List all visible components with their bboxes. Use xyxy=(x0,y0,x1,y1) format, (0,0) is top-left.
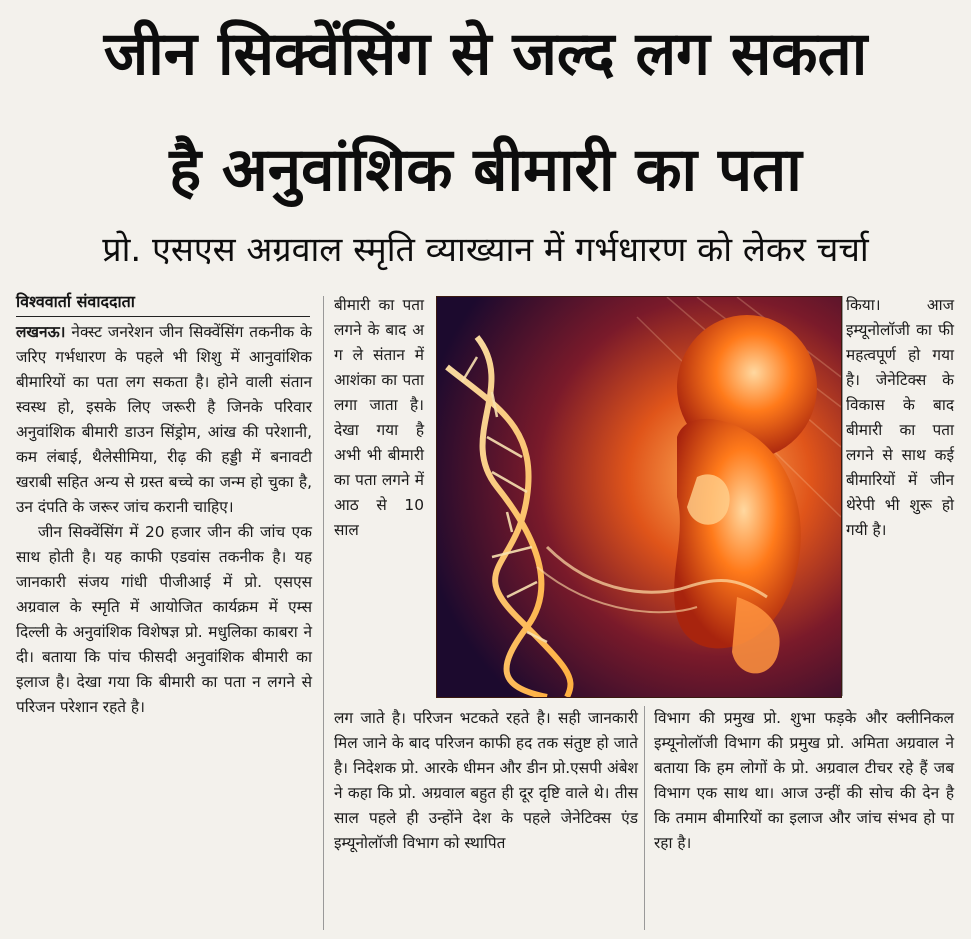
sub-headline: प्रो. एसएस अग्रवाल स्मृति व्याख्यान में गर्भधारण को लेकर चर्चा xyxy=(102,230,869,270)
article-column-5: विभाग की प्रमुख प्रो. शुभा फड़के और क्लीनिकल इम्यूनोलॉजी विभाग की प्रमुख प्रो. अमिता अग्रवाल ने बताया कि हम लोगों के प्रो. अग्रवाल टीचर रहे हैं जब विभाग एक साथ था। आज उन्हीं की सोच की देन है कि तमाम बीमारियों का इलाज और जांच संभव हो पा रहा है। xyxy=(654,709,954,852)
headline-line-1: जीन सिक्वेंसिंग से जल्द लग सकता xyxy=(103,19,868,89)
article-paragraph-2: जीन सिक्वेंसिंग में 20 हजार जीन की जांच एक साथ होती है। यह काफी एडवांस तकनीक है। यह जानकारी संजय गांधी पीजीआई में प्रो. एसएस अग्रवाल के स्मृति में आयोजित कार्यक्रम में एम्स दिल्ली के अनुवांशिक विशेषज्ञ प्रो. मधुलिका काबरा ने दी। बताया कि पांच फीसदी अनुवांशिक बीमारी का इलाज है। देखा गया कि बीमारी का पता न लगने से परिजन परेशान रहते है। xyxy=(16,523,312,716)
column-divider xyxy=(644,706,645,930)
article-paragraph-1 xyxy=(16,320,312,520)
article-column-2: बीमारी का पता लगने के बाद अ ग ले संतान में आशंका का पता लगा जाता है। देखा गया है अभी भी बीमारी का पता लगने में आठ से 10 साल xyxy=(334,296,424,539)
news-photo xyxy=(436,296,842,698)
column-divider xyxy=(842,296,843,696)
fetus-dna-illustration xyxy=(437,297,841,697)
column-divider xyxy=(323,296,324,930)
dateline: लखनऊ। xyxy=(16,323,66,341)
article-column-3: किया। आज इम्यूनोलॉजी का फी महत्वपूर्ण हो गया है। जेनेटिक्स के विकास के बाद बीमारी का पता लगने से साथ कई बीमारियों में जीन थेरेपी भी शुरू हो गयी है। xyxy=(846,296,954,539)
article-text: नेक्स्ट जनरेशन जीन सिक्वेंसिंग तकनीक के जरिए गर्भधारण के पहले भी शिशु में आनुवांशिक बीमारियों का पता लग सकता है। होने वाली संतान स्वस्थ हो, इसके लिए जरूरी है जिनके परिवार अनुवांशिक बीमारी डाउन सिंड्रोम, आंख की परेशानी, कम लंबाई, थैलेसीमिया, रीढ़ की हड्डी में बनावटी खराबी सहित अन्य से ग्रस्त बच्चे का जन्म हो चुका है, उन दंपति के जरूर जांच करानी चाहिए। xyxy=(16,323,312,516)
byline: विश्ववार्ता संवाददाता xyxy=(16,290,310,317)
article-column-1 xyxy=(16,320,312,720)
headline-line-2: है अनुवांशिक बीमारी का पता xyxy=(169,135,802,205)
article-column-4: लग जाते है। परिजन भटकते रहते है। सही जानकारी मिल जाने के बाद परिजन काफी हद तक संतुष्ट हो जाते है। निदेशक प्रो. आरके धीमन और डीन प्रो.एसपी अंबेश ने कहा कि प्रो. अग्रवाल बहुत ही दूर दृष्टि वाले थे। तीस साल पहले ही उन्होंने देश के पहले जेनेटिक्स एंड इम्यूनोलॉजी विभाग को स्थापित xyxy=(334,709,638,852)
